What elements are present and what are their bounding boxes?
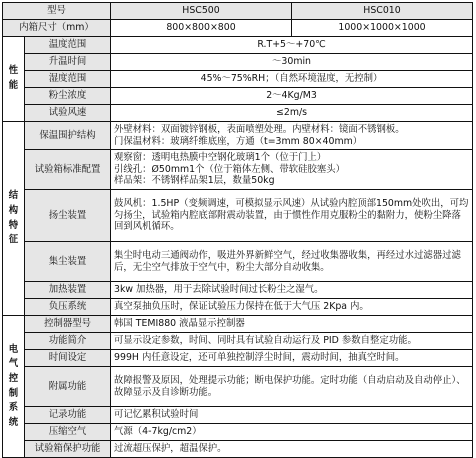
row-value: ≤2m/s [111, 105, 473, 122]
table-row [3, 333, 473, 350]
model-label: 型号 [3, 3, 111, 20]
table-row [3, 54, 473, 71]
table-row [3, 367, 473, 407]
size-b: 1000×1000×1000 [292, 20, 473, 37]
size-label: 内箱尺寸（mm） [3, 20, 111, 37]
row-value: 气源（4-7kg/cm2） [111, 424, 473, 441]
table-row [3, 122, 473, 150]
row-label: 集尘装置 [25, 242, 111, 282]
table-row [3, 350, 473, 367]
row-value: 45%～75%RH；（自然环境湿度，无控制） [111, 71, 473, 88]
row-value: 外壁材料：双面镀锌钢板，表面喷塑处理。内壁材料：镜面不锈钢板。 门保温材料：玻璃纤维底座，方通（t=3mm 80×40mm） [111, 122, 473, 150]
table-row [3, 150, 473, 190]
table-row [3, 316, 473, 333]
row-label: 扬尘装置 [25, 190, 111, 242]
row-value: 过流超压保护，超温保护。 [111, 441, 473, 458]
row-label: 试验风速 [25, 105, 111, 122]
spec-table [2, 2, 473, 458]
row-label: 附属功能 [25, 367, 111, 407]
row-label: 压缩空气 [25, 424, 111, 441]
row-value: 鼓风机：1.5HP（变频调速，可模拟显示风速）从试验内腔顶部150mm处吹出，可均匀扬尘，试验箱内腔底部附震动装置，由于惯性作用克服粉尘的黏附力，使粉尘降落回到风机循环。 [111, 190, 473, 242]
row-value: 2～4Kg/M3 [111, 88, 473, 105]
row-label: 粉尘浓度 [25, 88, 111, 105]
row-label: 控制器型号 [25, 316, 111, 333]
row-value: 3kw 加热器，用于去除试验时间过长粉尘之湿气。 [111, 282, 473, 299]
category-structure: 结 构 特 征 [3, 122, 25, 316]
row-value: 真空泵抽负压时，保证试验压力保持在低于大气压 2Kpa 内。 [111, 299, 473, 316]
row-value: 可记忆累积试验时间 [111, 407, 473, 424]
table-row [3, 299, 473, 316]
row-value: 观察窗：透明电热膜中空钢化玻璃1个（位于门上） 引线孔：Ø50mm1个（位于箱体左侧、带软硅胶塞头） 样品架：不锈钢样品架1层，数量50kg [111, 150, 473, 190]
table-row [3, 441, 473, 458]
row-label: 负压系统 [25, 299, 111, 316]
table-row [3, 20, 473, 37]
model-a: HSC500 [111, 3, 292, 20]
table-row [3, 88, 473, 105]
row-label: 升温时间 [25, 54, 111, 71]
table-row [3, 105, 473, 122]
row-label: 保温围护结构 [25, 122, 111, 150]
row-value: R.T+5～+70℃ [111, 37, 473, 54]
row-label: 试验箱保护功能 [25, 441, 111, 458]
table-row [3, 424, 473, 441]
table-row [3, 37, 473, 54]
row-label: 时间设定 [25, 350, 111, 367]
table-row [3, 282, 473, 299]
model-b: HSC010 [292, 3, 473, 20]
table-row [3, 3, 473, 20]
row-label: 温度范围 [25, 37, 111, 54]
row-value: 集尘时电动三通阀动作，吸进外界新鲜空气，经过收集器收集，再经过水过滤器过滤后，无尘空气排放于空气中，粉尘大部分自动收集。 [111, 242, 473, 282]
row-label: 功能简介 [25, 333, 111, 350]
row-value: ～30min [111, 54, 473, 71]
row-label: 记录功能 [25, 407, 111, 424]
table-row [3, 190, 473, 242]
row-label: 试验箱标准配置 [25, 150, 111, 190]
row-value: 韩国 TEMI880 液晶显示控制器 [111, 316, 473, 333]
row-value: 可显示设定参数，时间、同时具有试验自动运行及 PID 参数自整定功能。 [111, 333, 473, 350]
row-value: 999H 内任意设定，还可单独控制浮尘时间，震动时间，抽真空时间。 [111, 350, 473, 367]
category-control: 电 气 控 制 系 统 [3, 316, 25, 458]
row-label: 加热装置 [25, 282, 111, 299]
table-row [3, 71, 473, 88]
table-row [3, 407, 473, 424]
table-row [3, 242, 473, 282]
row-label: 湿度范围 [25, 71, 111, 88]
category-performance: 性 能 [3, 37, 25, 122]
row-value: 故障报警及原因，处理提示功能；断电保护功能。定时功能（自动启动及自动停止）、故障显示及自诊断功能。 [111, 367, 473, 407]
size-a: 800×800×800 [111, 20, 292, 37]
